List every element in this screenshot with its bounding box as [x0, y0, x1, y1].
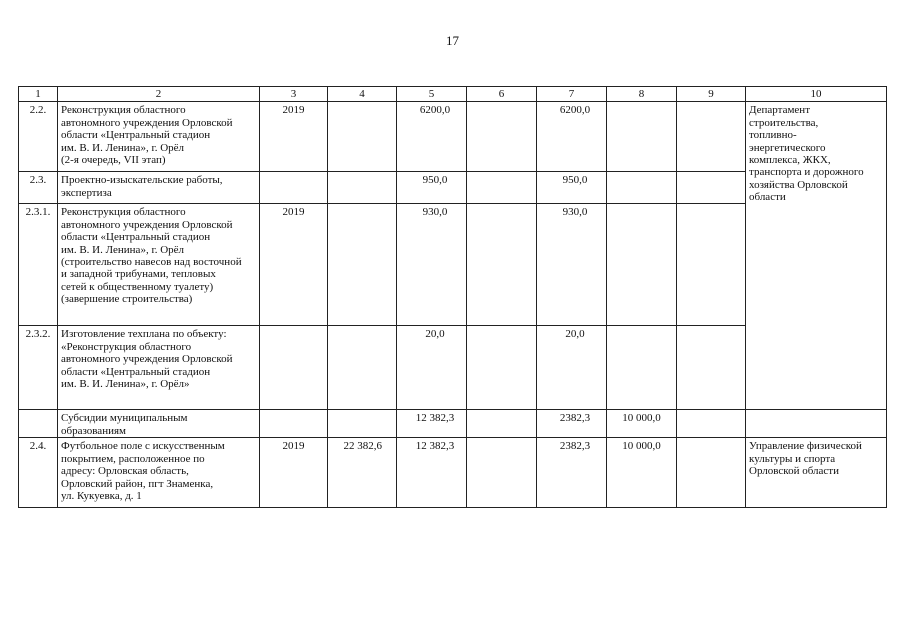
- total-cell: [328, 102, 397, 172]
- value-cell: [467, 102, 537, 172]
- item-name: Футбольное поле с искусственным покрытием, расположенное по адресу: Орловская область, Орловский район, пгт Знаменка, ул. Кукуевка, д. 1: [58, 438, 260, 508]
- row-number: 2.3.1.: [19, 204, 58, 326]
- value-cell: [677, 102, 746, 172]
- total-cell: [328, 326, 397, 410]
- row-number: 2.3.: [19, 172, 58, 204]
- item-name: Субсидии муниципальным образованиям: [58, 410, 260, 438]
- value-cell: 930,0: [397, 204, 467, 326]
- header-cell: 4: [328, 87, 397, 102]
- header-cell: 7: [537, 87, 607, 102]
- table-row: [19, 410, 887, 438]
- program-table: [18, 86, 887, 508]
- value-cell: 950,0: [397, 172, 467, 204]
- header-cell: 8: [607, 87, 677, 102]
- row-number: [19, 410, 58, 438]
- item-name: Реконструкция областного автономного учреждения Орловской области «Центральный стадион им. В. И. Ленина», г. Орёл (строительство навесов над восточной и западной трибунами, тепловых сетей к общественному туалету) (завершение строительства): [58, 204, 260, 326]
- total-cell: [328, 410, 397, 438]
- value-cell: 950,0: [537, 172, 607, 204]
- total-cell: [328, 172, 397, 204]
- value-cell: [467, 410, 537, 438]
- value-cell: [677, 326, 746, 410]
- value-cell: 2382,3: [537, 438, 607, 508]
- year-cell: 2019: [260, 102, 328, 172]
- responsible-department: Департамент строительства, топливно- энергетического комплекса, ЖКХ, транспорта и дорожного хозяйства Орловской области: [746, 102, 887, 410]
- row-number: 2.4.: [19, 438, 58, 508]
- value-cell: [677, 410, 746, 438]
- value-cell: 10 000,0: [607, 410, 677, 438]
- value-cell: [607, 204, 677, 326]
- page-number: 17: [446, 33, 459, 48]
- value-cell: [467, 204, 537, 326]
- item-name: Реконструкция областного автономного учреждения Орловской области «Центральный стадион им. В. И. Ленина», г. Орёл (2-я очередь, VII этап): [58, 102, 260, 172]
- header-cell: 6: [467, 87, 537, 102]
- table-row: [19, 438, 887, 508]
- value-cell: [677, 204, 746, 326]
- value-cell: 20,0: [537, 326, 607, 410]
- value-cell: [467, 438, 537, 508]
- year-cell: 2019: [260, 204, 328, 326]
- value-cell: 6200,0: [537, 102, 607, 172]
- header-cell: 2: [58, 87, 260, 102]
- year-cell: [260, 410, 328, 438]
- value-cell: [607, 102, 677, 172]
- value-cell: 930,0: [537, 204, 607, 326]
- item-name: Проектно-изыскательские работы, экспертиза: [58, 172, 260, 204]
- value-cell: [607, 172, 677, 204]
- header-cell: 9: [677, 87, 746, 102]
- year-cell: [260, 326, 328, 410]
- row-number: 2.3.2.: [19, 326, 58, 410]
- value-cell: 2382,3: [537, 410, 607, 438]
- header-cell: 3: [260, 87, 328, 102]
- header-row: [19, 87, 887, 102]
- responsible-department: Управление физической культуры и спорта Орловской области: [746, 438, 887, 508]
- value-cell: [677, 172, 746, 204]
- header-cell: 1: [19, 87, 58, 102]
- year-cell: [260, 172, 328, 204]
- table-row: [19, 102, 887, 172]
- total-cell: [328, 204, 397, 326]
- responsible-department: [746, 410, 887, 438]
- row-number: 2.2.: [19, 102, 58, 172]
- item-name: Изготовление техплана по объекту: «Реконструкция областного автономного учреждения Орловской области «Центральный стадион им. В. И. Ленина», г. Орёл»: [58, 326, 260, 410]
- header-cell: 10: [746, 87, 887, 102]
- value-cell: 20,0: [397, 326, 467, 410]
- value-cell: [467, 172, 537, 204]
- value-cell: [607, 326, 677, 410]
- value-cell: 10 000,0: [607, 438, 677, 508]
- value-cell: 12 382,3: [397, 410, 467, 438]
- value-cell: [467, 326, 537, 410]
- year-cell: 2019: [260, 438, 328, 508]
- value-cell: [677, 438, 746, 508]
- value-cell: 12 382,3: [397, 438, 467, 508]
- header-cell: 5: [397, 87, 467, 102]
- total-cell: 22 382,6: [328, 438, 397, 508]
- value-cell: 6200,0: [397, 102, 467, 172]
